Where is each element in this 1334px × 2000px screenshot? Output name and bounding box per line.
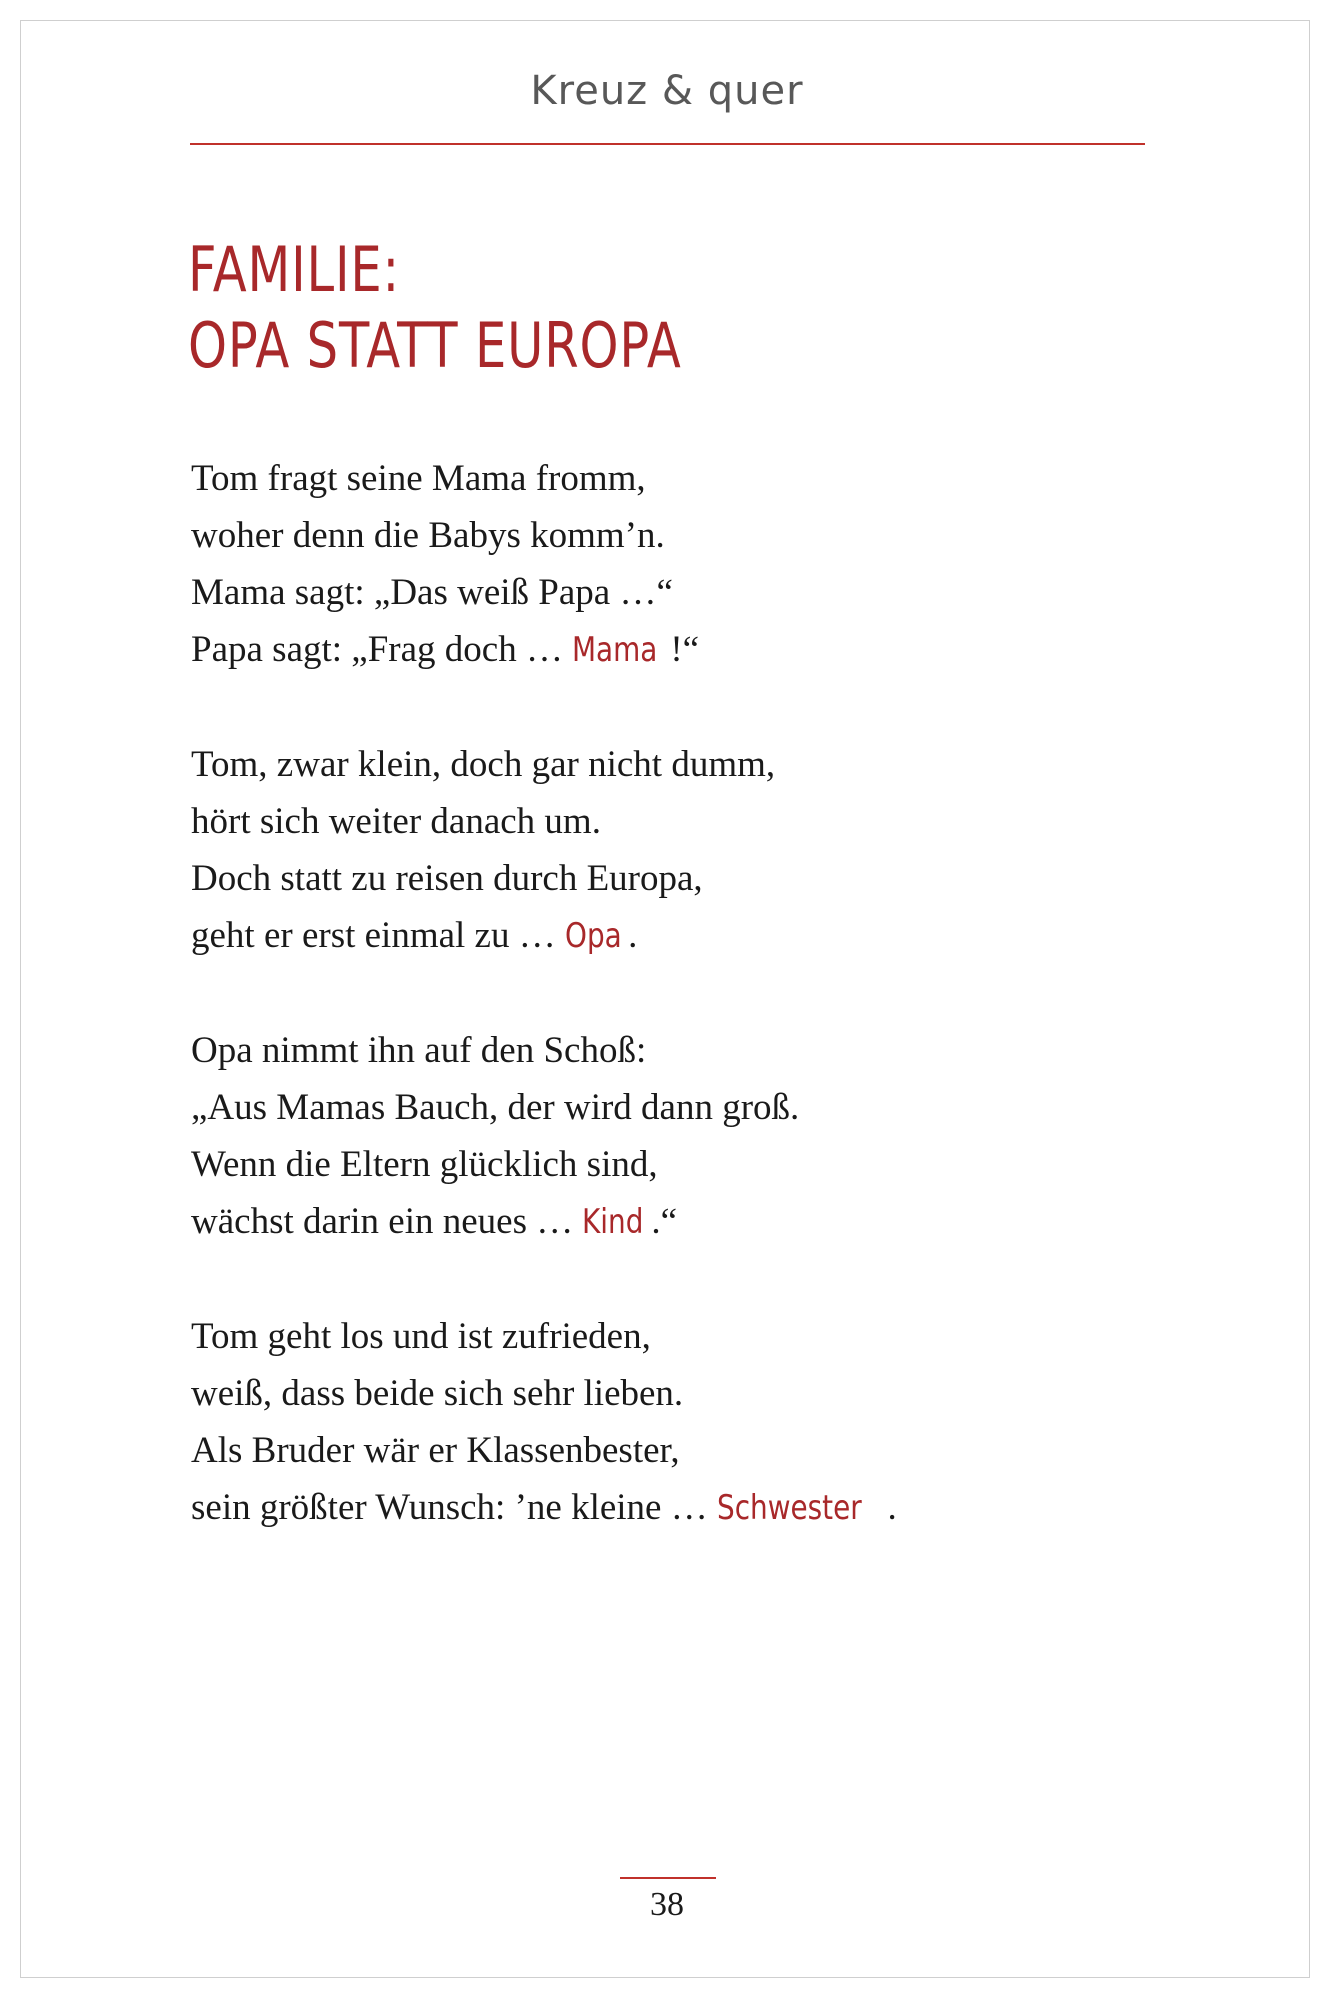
poem-line xyxy=(191,907,1191,965)
poem-line xyxy=(191,1079,1191,1136)
stanza-1 xyxy=(191,450,1191,679)
line-text: Tom geht los und ist zufrieden, xyxy=(191,1316,651,1357)
line-tail: !“ xyxy=(670,629,700,670)
poem-line xyxy=(191,1136,1191,1193)
poem xyxy=(191,450,1191,1594)
line-text: Wenn die Eltern glücklich sind, xyxy=(191,1144,658,1185)
line-tail: . xyxy=(628,915,638,956)
page-title xyxy=(188,232,682,384)
poem-line xyxy=(191,793,1191,850)
poem-line xyxy=(191,1308,1191,1365)
line-text: Tom, zwar klein, doch gar nicht dumm, xyxy=(191,744,776,785)
poem-line xyxy=(191,736,1191,793)
running-head: Kreuz & quer xyxy=(530,68,804,114)
stanza-4 xyxy=(191,1308,1191,1537)
rhyme-word: Kind xyxy=(582,1202,644,1242)
line-text: Opa nimmt ihn auf den Schoß: xyxy=(191,1030,647,1071)
poem-line xyxy=(191,1022,1191,1079)
line-text: Papa sagt: „Frag doch … xyxy=(191,629,573,670)
poem-line xyxy=(191,507,1191,564)
stanza-2 xyxy=(191,736,1191,965)
rhyme-word: Opa xyxy=(564,916,622,956)
title-line-1: FAMILIE: xyxy=(188,233,401,306)
stanza-3 xyxy=(191,1022,1191,1251)
line-text: woher denn die Babys komm’n. xyxy=(191,515,665,556)
line-text: Als Bruder wär er Klassenbester, xyxy=(191,1430,680,1471)
line-tail: .“ xyxy=(651,1201,678,1242)
line-text: „Aus Mamas Bauch, der wird dann groß. xyxy=(191,1087,800,1128)
poem-line xyxy=(191,1479,1191,1537)
line-text: Doch statt zu reisen durch Europa, xyxy=(191,858,703,899)
poem-line xyxy=(191,621,1191,679)
line-text: weiß, dass beide sich sehr lieben. xyxy=(191,1373,684,1414)
page-number: 38 xyxy=(650,1886,684,1923)
poem-line xyxy=(191,1193,1191,1251)
page-number-rule xyxy=(620,1877,716,1879)
rhyme-word: Schwester xyxy=(716,1488,862,1528)
poem-line xyxy=(191,450,1191,507)
line-text: Tom fragt seine Mama fromm, xyxy=(191,458,646,499)
line-tail: . xyxy=(887,1487,897,1528)
line-text: geht er erst einmal zu … xyxy=(191,915,565,956)
header-rule xyxy=(190,143,1145,145)
rhyme-word: Mama xyxy=(572,630,658,670)
poem-line xyxy=(191,564,1191,621)
poem-line xyxy=(191,1365,1191,1422)
poem-line xyxy=(191,1422,1191,1479)
poem-line xyxy=(191,850,1191,907)
line-text: hört sich weiter danach um. xyxy=(191,801,601,842)
line-text: Mama sagt: „Das weiß Papa …“ xyxy=(191,572,673,613)
line-text: sein größter Wunsch: ’ne kleine … xyxy=(191,1487,717,1528)
line-text: wächst darin ein neues … xyxy=(191,1201,583,1242)
title-line-2: OPA STATT EUROPA xyxy=(188,309,682,382)
